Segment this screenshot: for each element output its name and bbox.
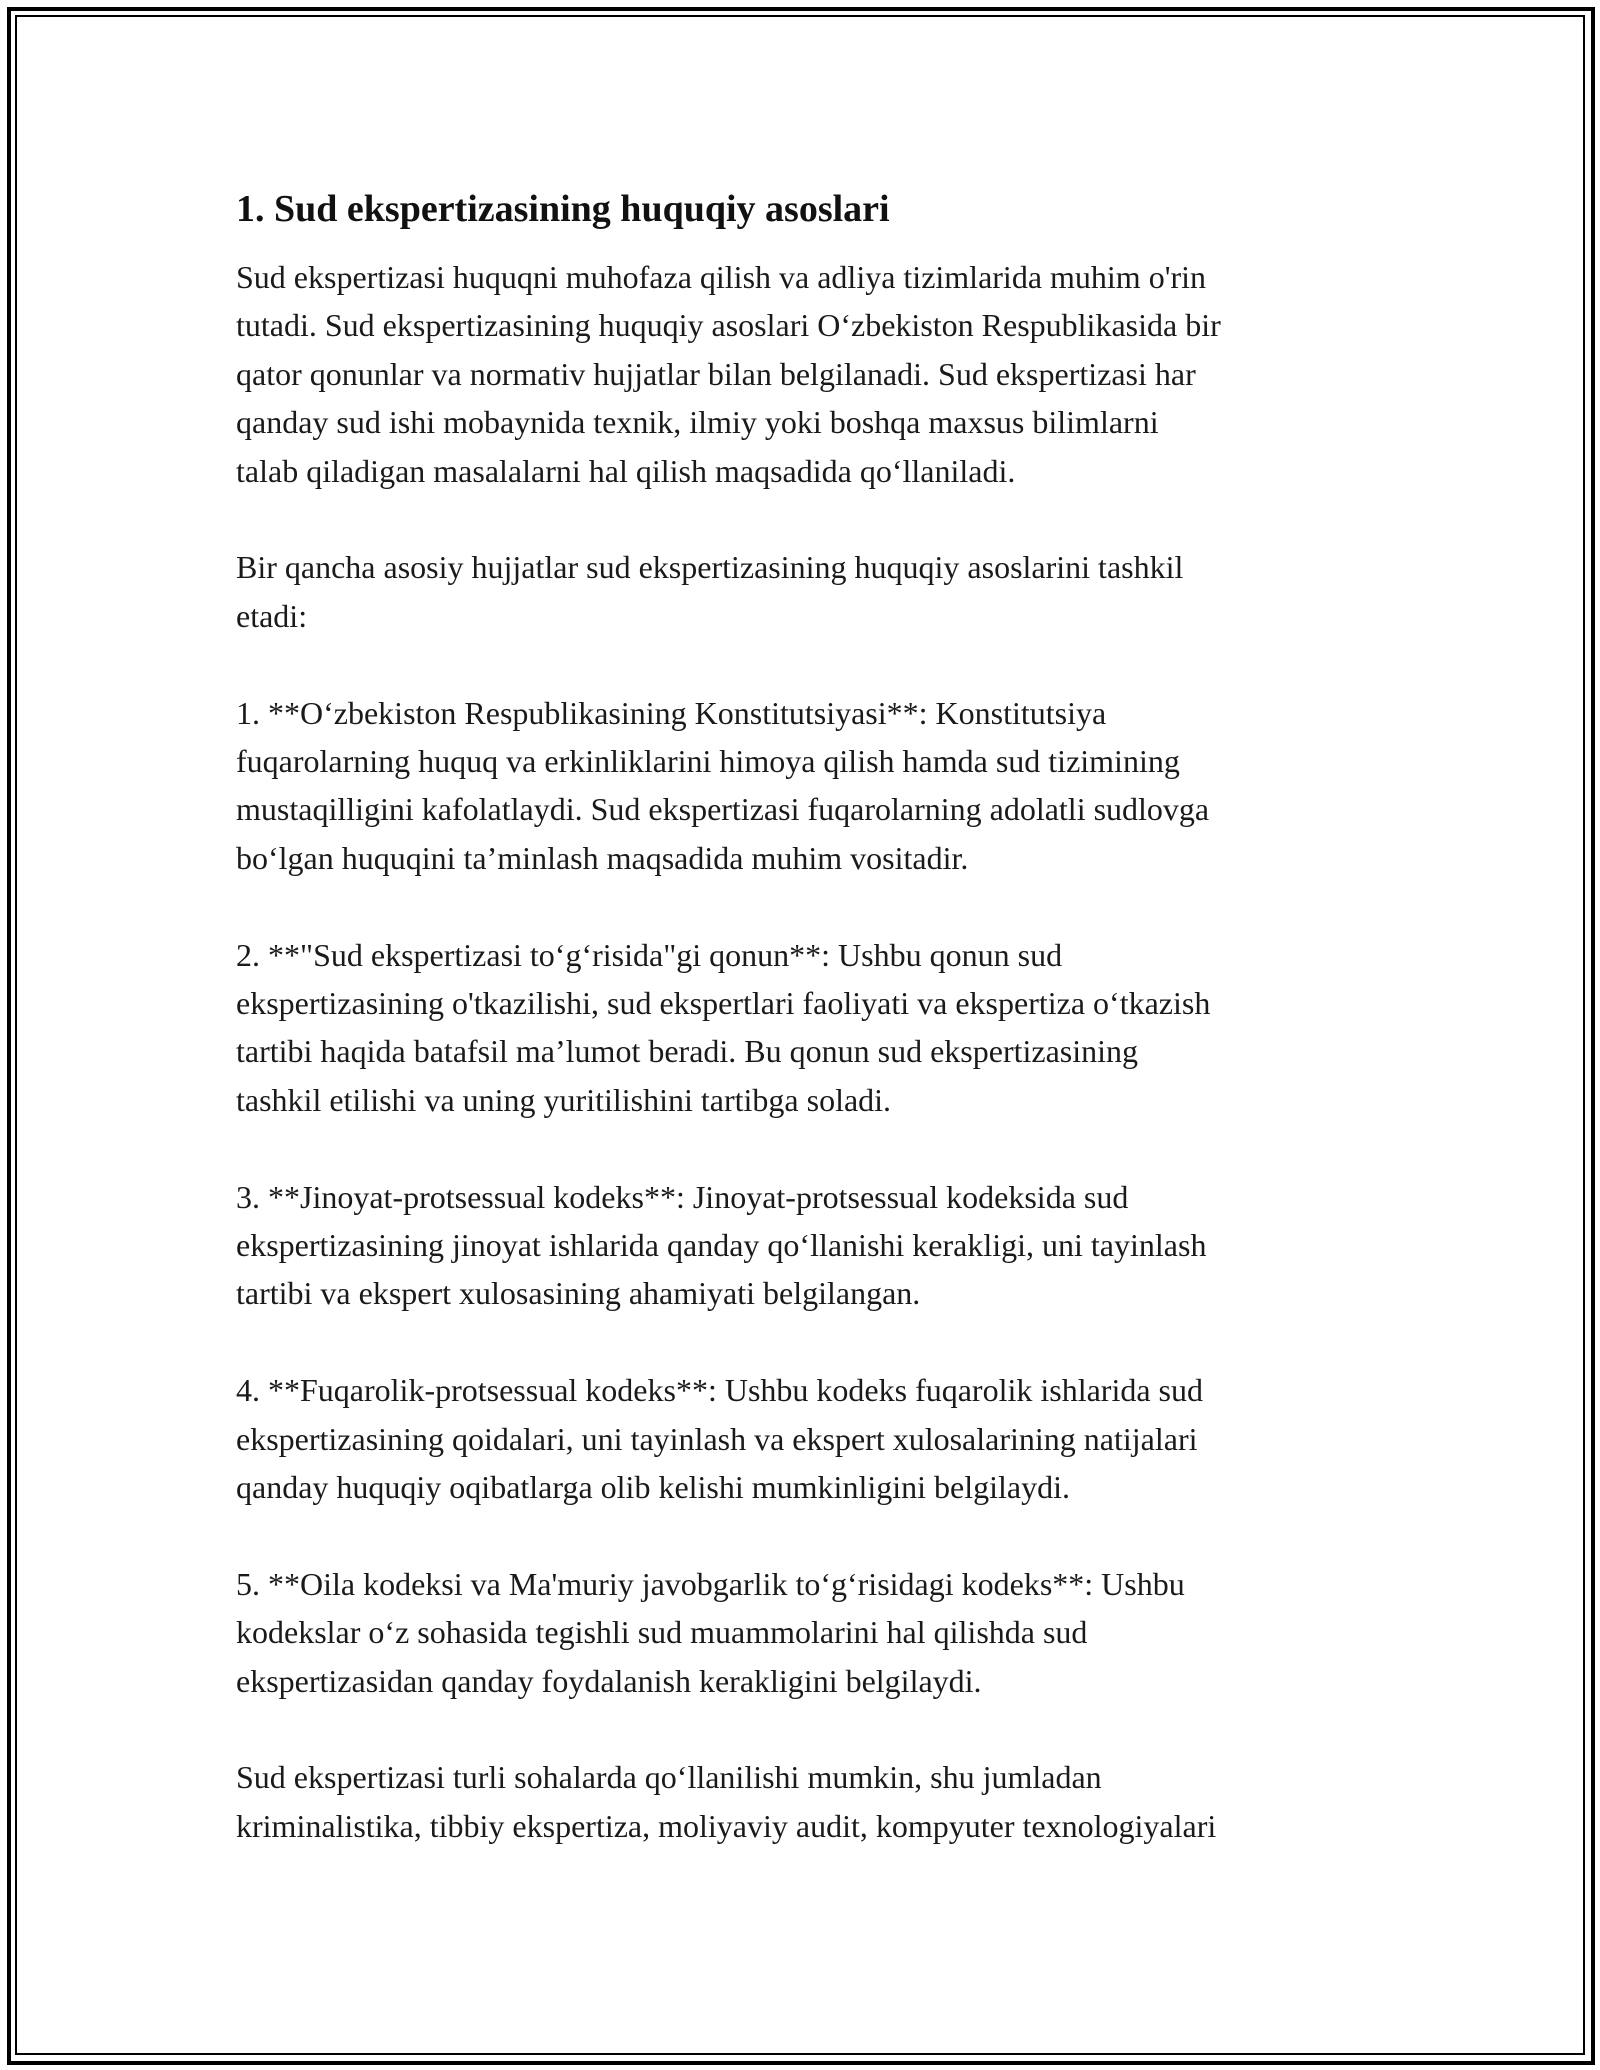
list-item-civil-procedure-code bbox=[236, 1366, 1386, 1511]
paragraph-line: ekspertizasining qoidalari, uni tayinlash va ekspert xulosalarining natijalari bbox=[236, 1420, 1198, 1457]
list-item-constitution bbox=[236, 689, 1386, 883]
paragraph-line: talab qiladigan masalalarni hal qilish maqsadida qo‘llaniladi. bbox=[236, 452, 1016, 489]
paragraph-line: 2. **"Sud ekspertizasi to‘g‘risida"gi qonun**: Ushbu qonun sud bbox=[236, 936, 1063, 973]
paragraph-line: Sud ekspertizasi turli sohalarda qo‘llanilishi mumkin, shu jumladan bbox=[236, 1759, 1102, 1796]
document-body bbox=[236, 185, 1386, 1850]
paragraph-line: qanday sud ishi mobaynida texnik, ilmiy yoki boshqa maxsus bilimlarni bbox=[236, 404, 1159, 441]
list-item-family-administrative-codes bbox=[236, 1560, 1386, 1705]
paragraph-line: 4. **Fuqarolik-protsessual kodeks**: Ushbu kodeks fuqarolik ishlarida sud bbox=[236, 1372, 1203, 1409]
paragraph-line: fuqarolarning huquq va erkinliklarini himoya qilish hamda sud tizimining bbox=[236, 743, 1180, 780]
paragraph-line: etadi: bbox=[236, 597, 308, 634]
paragraph-line: Sud ekspertizasi huquqni muhofaza qilish va adliya tizimlarida muhim o'rin bbox=[236, 259, 1206, 295]
paragraph-line: ekspertizasining jinoyat ishlarida qanday qo‘llanishi kerakligi, uni tayinlash bbox=[236, 1227, 1207, 1264]
paragraph-line: 5. **Oila kodeksi va Ma'muriy javobgarlik to‘g‘risidagi kodeks**: Ushbu bbox=[236, 1565, 1185, 1602]
paragraph-line: kriminalistika, tibbiy ekspertiza, moliyaviy audit, kompyuter texnologiyalari bbox=[236, 1807, 1217, 1844]
paragraph-line: ekspertizasining o'tkazilishi, sud ekspertlari faoliyati va ekspertiza o‘tkazish bbox=[236, 985, 1211, 1022]
paragraph-line: qanday huquqiy oqibatlarga olib kelishi mumkinligini belgilaydi. bbox=[236, 1469, 1070, 1506]
paragraph-line: kodekslar o‘z sohasida tegishli sud muammolarini hal qilishda sud bbox=[236, 1614, 1088, 1651]
section-heading: 1. Sud ekspertizasining huquqiy asoslari bbox=[236, 188, 890, 230]
paragraph-line: ekspertizasidan qanday foydalanish kerakligini belgilaydi. bbox=[236, 1662, 982, 1699]
paragraph-line: tutadi. Sud ekspertizasining huquqiy asoslari O‘zbekiston Respublikasida bir bbox=[236, 307, 1221, 344]
paragraph-line: Bir qancha asosiy hujjatlar sud ekspertizasining huquqiy asoslarini tashkil bbox=[236, 549, 1184, 586]
paragraph-intro bbox=[236, 253, 1386, 495]
list-item-expertise-law bbox=[236, 931, 1386, 1125]
list-item-criminal-procedure-code bbox=[236, 1173, 1386, 1318]
paragraph-line: tashkil etilishi va uning yuritilishini tartibga soladi. bbox=[236, 1081, 892, 1118]
paragraph-line: mustaqilligini kafolatlaydi. Sud ekspertizasi fuqarolarning adolatli sudlovga bbox=[236, 791, 1210, 828]
paragraph-line: qator qonunlar va normativ hujjatlar bilan belgilanadi. Sud ekspertizasi har bbox=[236, 355, 1196, 392]
paragraph-application-areas bbox=[236, 1753, 1386, 1850]
paragraph-line: bo‘lgan huquqini ta’minlash maqsadida muhim vositadir. bbox=[236, 839, 969, 876]
paragraph-line: tartibi va ekspert xulosasining ahamiyati belgilangan. bbox=[236, 1275, 921, 1312]
paragraph-documents-intro bbox=[236, 543, 1386, 640]
paragraph-line: 1. **O‘zbekiston Respublikasining Konstitutsiyasi**: Konstitutsiya bbox=[236, 694, 1107, 731]
paragraph-line: 3. **Jinoyat-protsessual kodeks**: Jinoyat-protsessual kodeksida sud bbox=[236, 1178, 1129, 1215]
paragraph-line: tartibi haqida batafsil ma’lumot beradi. Bu qonun sud ekspertizasining bbox=[236, 1033, 1139, 1070]
